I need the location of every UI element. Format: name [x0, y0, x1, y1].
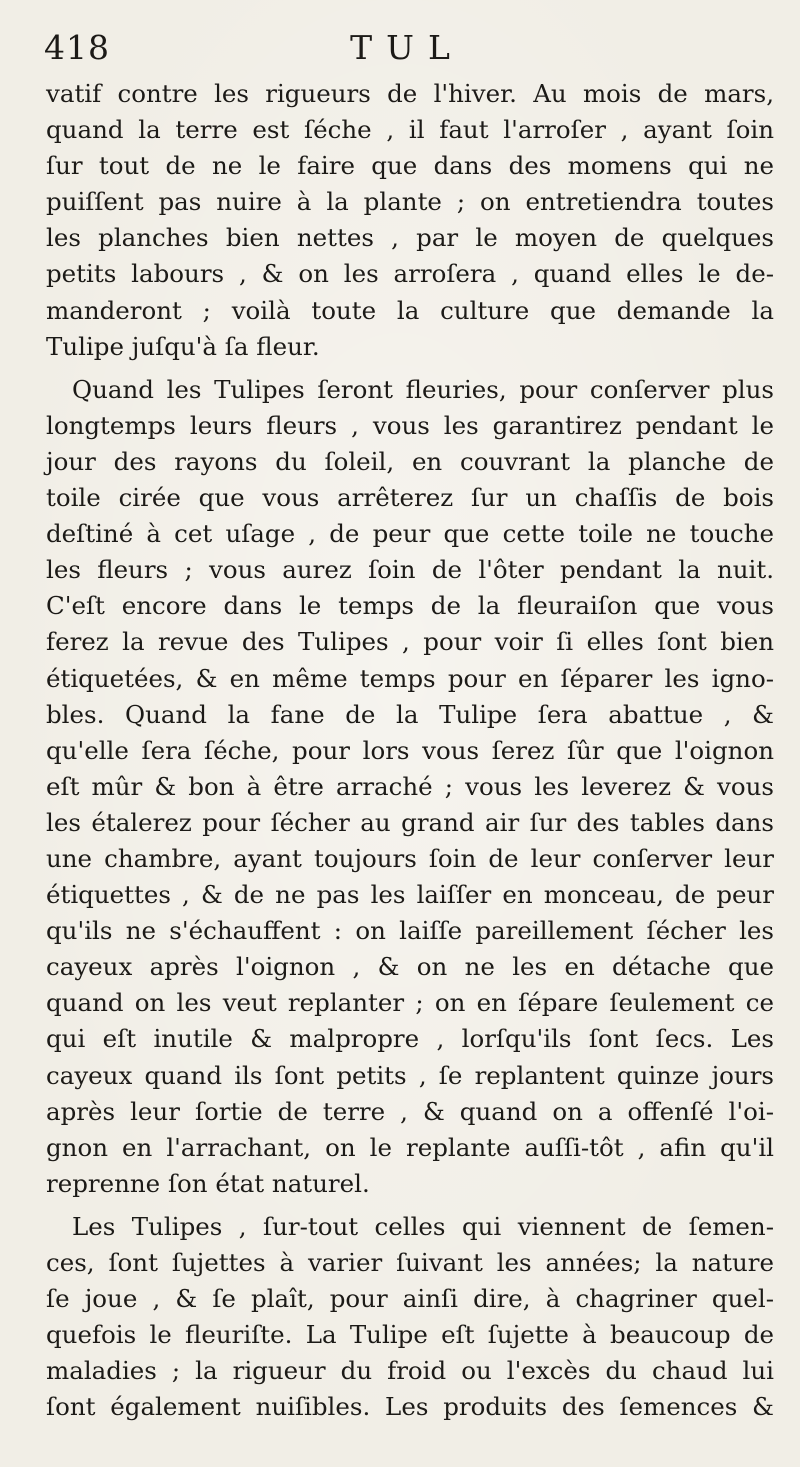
text-line: deſtiné à cet uſage , de peur que cette toile ne touche [46, 519, 774, 549]
text-line: les étalerez pour ſécher au grand air ſur des tables dans [46, 807, 774, 837]
text-line: ſe joue , & ſe plaît, pour ainſi dire, à chagriner quel- [46, 1284, 774, 1314]
text-line: après leur ſortie de terre , & quand on a offenſé l'oi- [46, 1096, 774, 1126]
text-line: manderont ; voilà toute la culture que demande la [46, 295, 774, 325]
text-line: cayeux après l'oignon , & on ne les en détache que [46, 952, 774, 982]
text-line: les planches bien nettes , par le moyen de quelques [46, 223, 774, 253]
running-head [44, 28, 770, 72]
text-line: ſont également nuiſibles. Les produits des ſemences & [46, 1392, 774, 1422]
text-line: Quand les Tulipes ſeront fleuries, pour conſerver plus [72, 374, 774, 404]
text-line: quand on les veut replanter ; on en ſépare ſeulement ce [46, 988, 774, 1018]
text-line: C'eſt encore dans le temps de la fleuraiſon que vous [46, 591, 774, 621]
text-line: cayeux quand ils ſont petits , ſe replantent quinze jours [46, 1060, 774, 1090]
text-line: maladies ; la rigueur du froid ou l'excès du chaud lui [46, 1356, 774, 1386]
text-line: qui eſt inutile & malpropre , lorſqu'ils ſont ſecs. Les [46, 1024, 774, 1054]
text-line: qu'elle ſera ſéche, pour lors vous ſerez ſûr que l'oignon [46, 735, 774, 765]
page-number: 418 [44, 28, 110, 67]
text-line: puiſſent pas nuire à la plante ; on entretiendra toutes [46, 187, 774, 217]
text-line: étiquetées, & en même temps pour en ſéparer les igno- [46, 663, 774, 693]
text-line: ſur tout de ne le faire que dans des momens qui ne [46, 151, 774, 181]
text-line: les fleurs ; vous aurez ſoin de l'ôter pendant la nuit. [46, 555, 774, 585]
body-text [46, 76, 774, 1425]
text-line: ferez la revue des Tulipes , pour voir ſi elles ſont bien [46, 627, 774, 657]
text-line: eſt mûr & bon à être arraché ; vous les leverez & vous [46, 771, 774, 801]
text-line: quefois le fleuriſte. La Tulipe eſt ſujette à beaucoup de [46, 1320, 774, 1350]
text-line: Tulipe juſqu'à ſa fleur. [46, 331, 320, 361]
text-line: Les Tulipes , ſur-tout celles qui viennent de ſemen- [72, 1211, 774, 1241]
text-line: petits labours , & on les arroſera , quand elles le de- [46, 259, 774, 289]
text-line: reprenne ſon état naturel. [46, 1168, 370, 1198]
text-line: longtemps leurs fleurs , vous les garantirez pendant le [46, 410, 774, 440]
paragraph [46, 76, 774, 365]
text-line: gnon en l'arrachant, on le replante auſſi-tôt , afin qu'il [46, 1132, 774, 1162]
paragraph [46, 1209, 774, 1426]
text-line: une chambre, ayant toujours ſoin de leur conſerver leur [46, 843, 774, 873]
text-line: ces, ſont ſujettes à varier ſuivant les années; la nature [46, 1248, 774, 1277]
text-line: étiquettes , & de ne pas les laiſſer en monceau, de peur [46, 880, 774, 910]
text-line: vatif contre les rigueurs de l'hiver. Au mois de mars, [46, 79, 774, 108]
text-line: qu'ils ne s'échauffent : on laiſſe pareillement ſécher les [46, 916, 774, 946]
text-line: jour des rayons du ſoleil, en couvrant la planche de [46, 446, 774, 476]
running-head-word: TUL [350, 28, 464, 67]
text-line: quand la terre est ſéche , il faut l'arroſer , ayant ſoin [46, 115, 774, 145]
text-line: toile cirée que vous arrêterez ſur un chaſſis de bois [46, 483, 774, 513]
paragraph [46, 372, 774, 1202]
text-line: bles. Quand la fane de la Tulipe ſera abattue , & [46, 699, 774, 729]
